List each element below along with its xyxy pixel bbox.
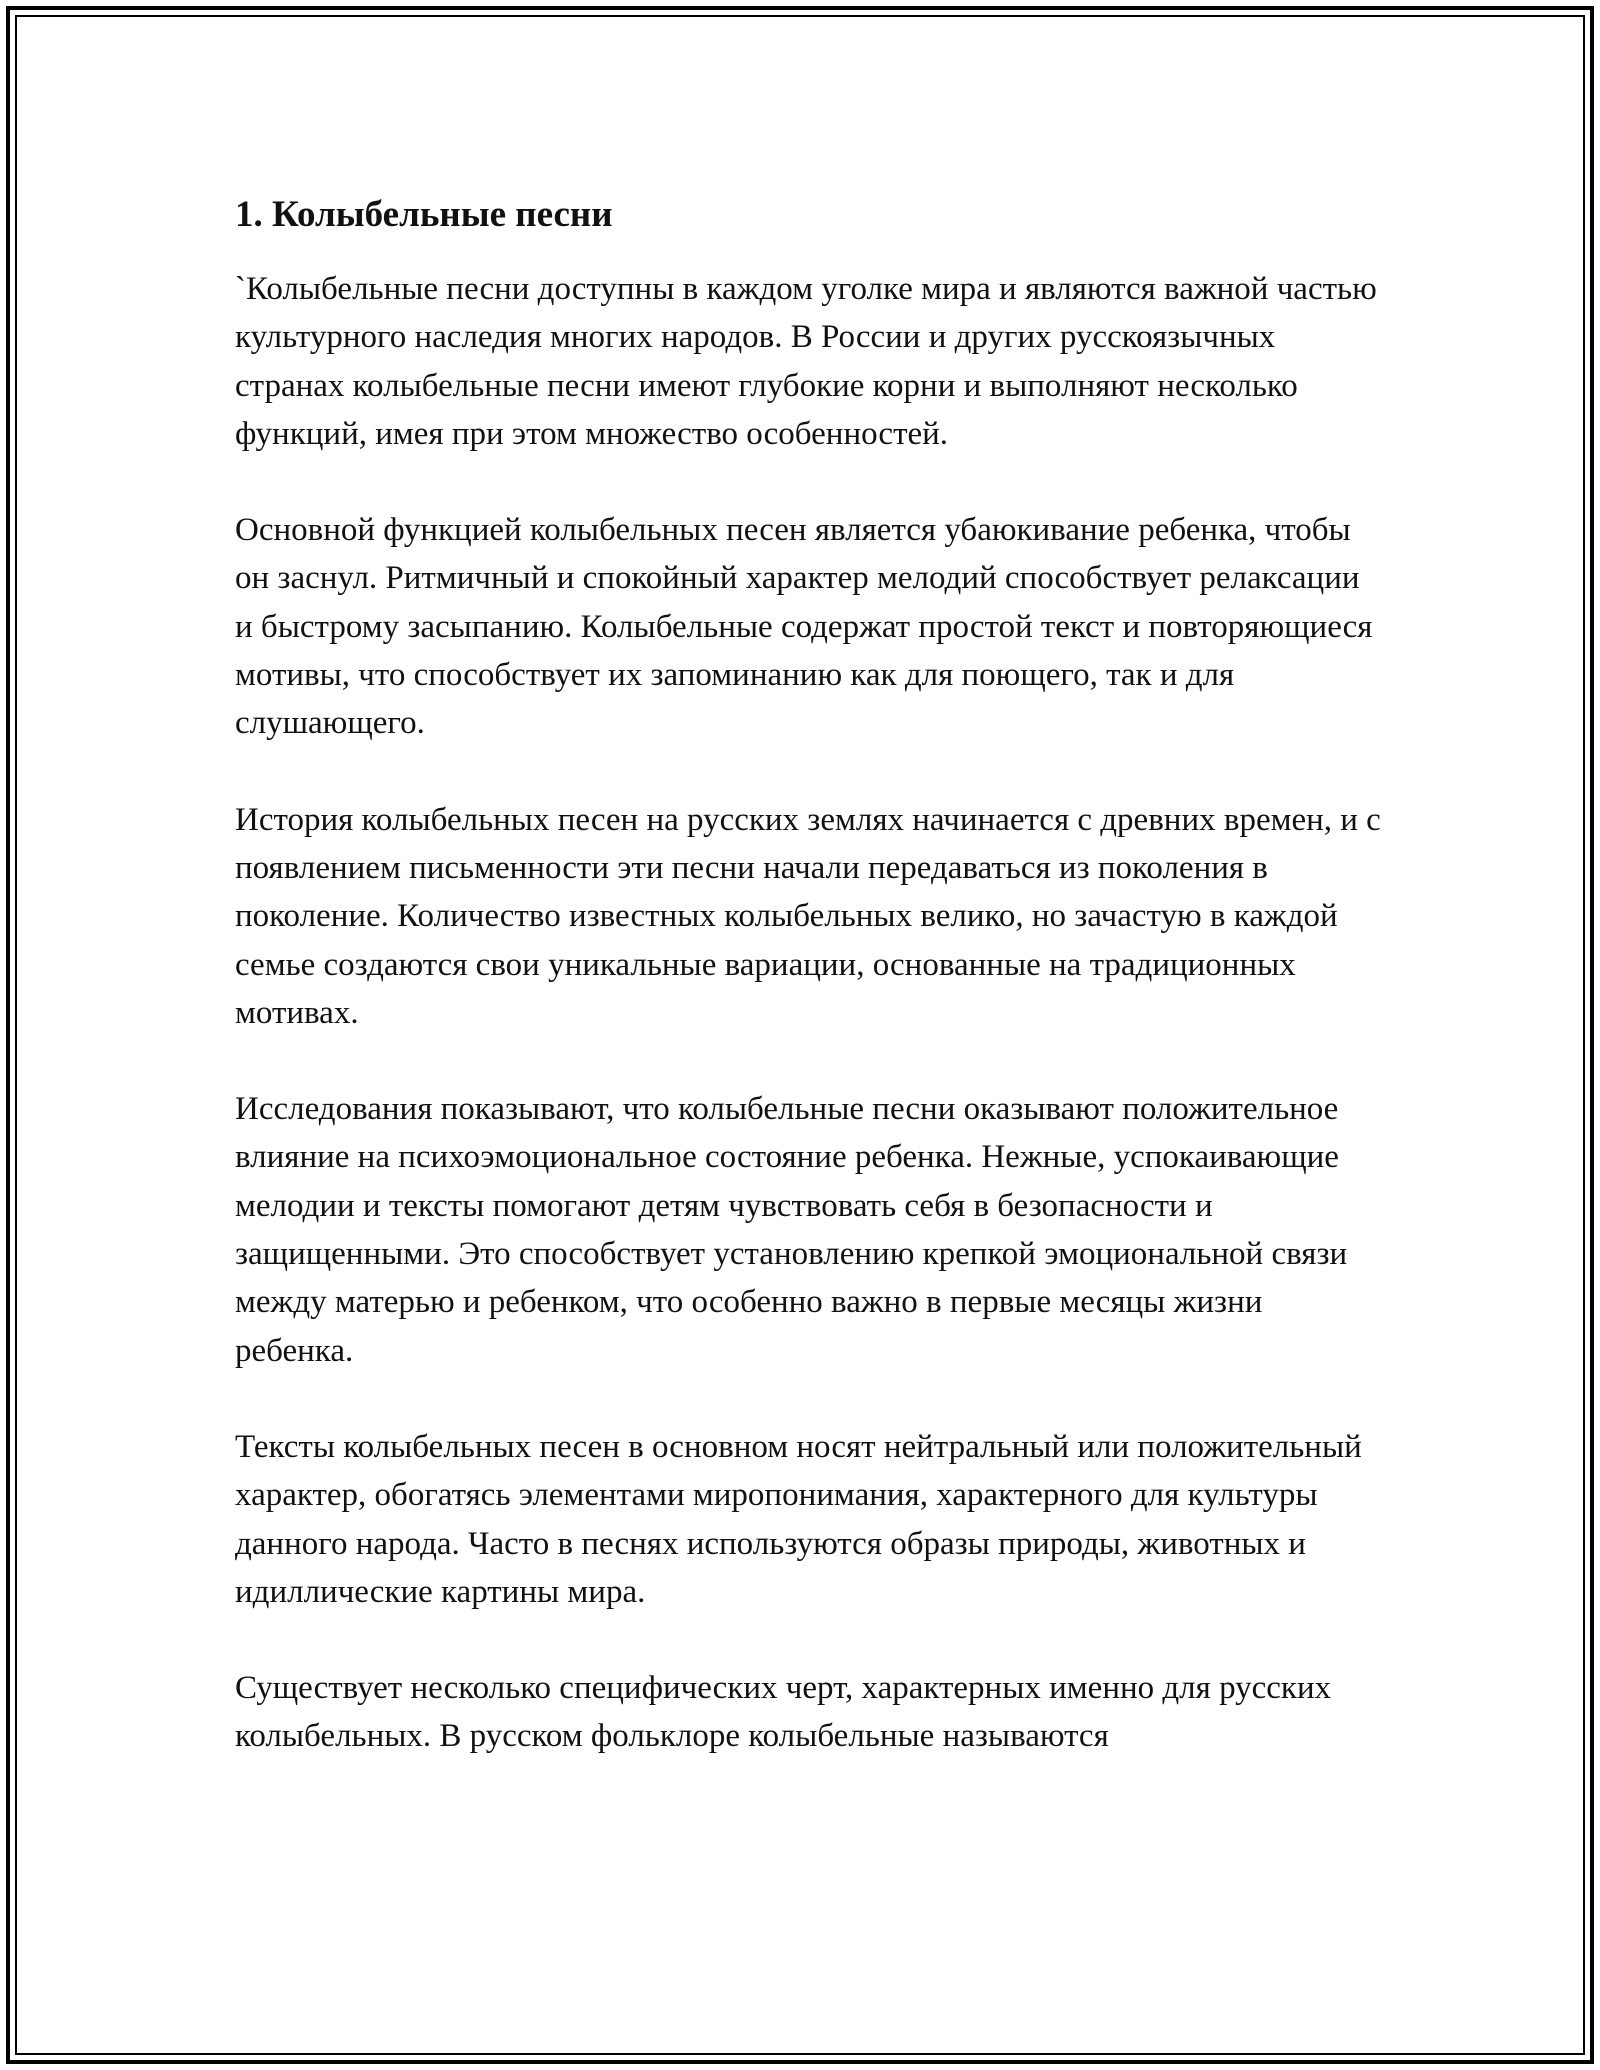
paragraph: Тексты колыбельных песен в основном носят нейтральный или положительный характер, обогатясь элементами миропонимания, характерного для культуры данного народа. Часто в песнях используются образы природы, животных и идиллические картины мира. [235,1428,1362,1610]
document-page [235,183,1385,1809]
paragraph: История колыбельных песен на русских землях начинается с древних времен, и с появлением письменности эти песни начали передаваться из поколения в поколение. Количество известных колыбельных велико, но зачастую в каждой семье создаются свои уникальные вариации, основанные на традиционных мотивах. [235,801,1381,1031]
paragraph: Исследования показывают, что колыбельные песни оказывают положительное влияние на психоэмоциональное состояние ребенка. Нежные, успокаивающие мелодии и тексты помогают детям чувствовать себя в безопасности и защищенными. Это способствует установлению крепкой эмоциональной связи между матерью и ребенком, что особенно важно в первые месяцы жизни ребенка. [235,1091,1348,1369]
paragraph: `Колыбельные песни доступны в каждом уголке мира и являются важной частью культурного наследия многих народов. В России и других русскоязычных странах колыбельные песни имеют глубокие корни и выполняют несколько функций, имея при этом множество особенностей. [235,271,1377,452]
paragraph: Существует несколько специфических черт, характерных именно для русских колыбельных. В русском фольклоре колыбельные называются [235,1670,1332,1755]
section-heading: 1. Колыбельные песни [235,194,613,235]
paragraph: Основной функцией колыбельных песен является убаюкивание ребенка, чтобы он заснул. Ритмичный и спокойный характер мелодий способствует релаксации и быстрому засыпанию. Колыбельные содержат простой текст и повторяющиеся мотивы, что способствует их запоминанию как для поющего, так и для слушающего. [235,512,1373,742]
